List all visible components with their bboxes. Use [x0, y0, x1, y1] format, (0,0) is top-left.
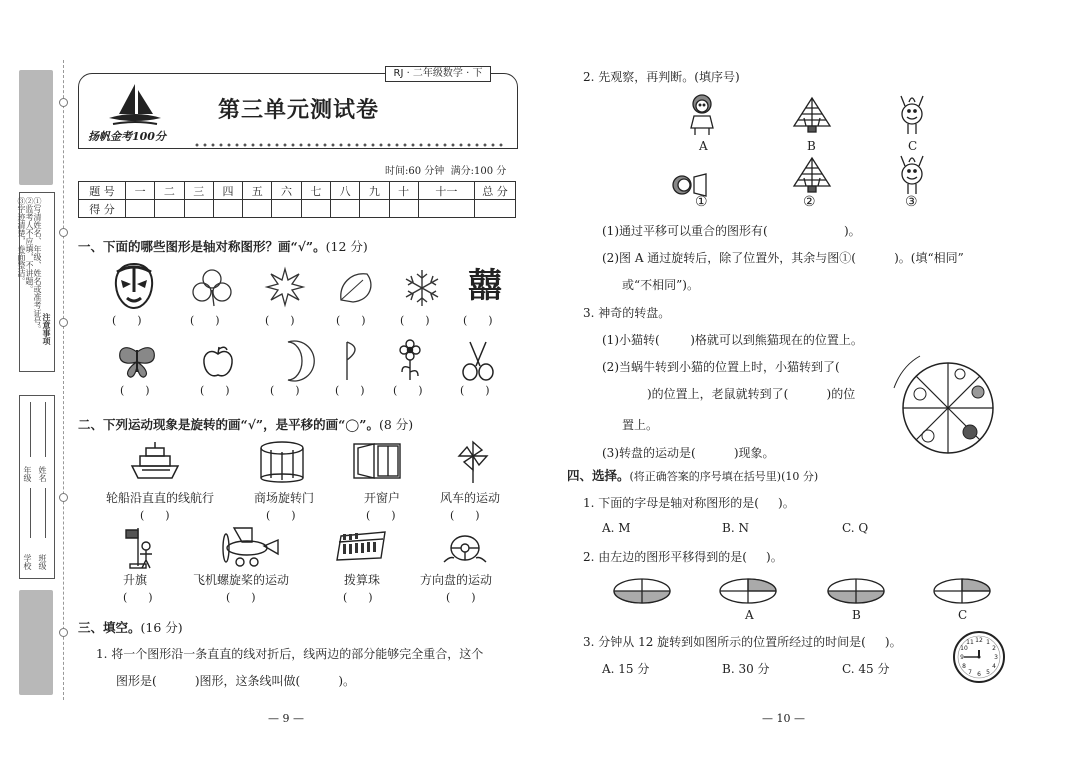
motion-caption: 开窗户	[364, 491, 401, 505]
student-info-box	[19, 395, 55, 579]
score-input[interactable]	[126, 200, 155, 218]
score-cell: 题 号	[79, 182, 126, 200]
score-input[interactable]	[360, 200, 389, 218]
svg-text:11: 11	[966, 639, 974, 646]
sailboat-logo-icon	[105, 80, 165, 130]
brand-label: 扬帆金考100分	[88, 130, 166, 143]
turntable-wheel	[898, 358, 998, 458]
field-grade: 年级	[23, 466, 32, 482]
score-cell: 一	[126, 182, 155, 200]
svg-text:8: 8	[962, 663, 966, 670]
notes-line-1: ①写清姓名、年级、姓名或准考证号。	[33, 197, 42, 333]
s4-q3-opt-b[interactable]: B. 30 分	[722, 662, 770, 676]
s4-q3-opt-c[interactable]: C. 45 分	[842, 662, 890, 676]
ellipse-original-icon	[612, 577, 672, 605]
answer-paren[interactable]: ( )	[140, 509, 170, 522]
doll-rotated-icon	[680, 158, 724, 192]
section3-heading: 三、填空。(16 分)	[78, 620, 183, 635]
smiley-icon	[895, 92, 929, 136]
answer-paren[interactable]: ( )	[393, 384, 423, 397]
score-input[interactable]	[272, 200, 301, 218]
motion-caption: 风车的运动	[440, 491, 501, 505]
notes-line-2: ②监考人不应填，不讲题。	[25, 197, 34, 293]
answer-paren[interactable]: ( )	[120, 384, 150, 397]
clock-icon	[952, 630, 1006, 684]
field-class: 班级	[38, 554, 47, 570]
crescent-moon-icon	[278, 340, 308, 382]
answer-paren[interactable]: ( )	[266, 509, 296, 522]
flower-icon	[396, 338, 424, 382]
field-school: 学校	[23, 554, 32, 570]
answer-paren[interactable]: ( )	[190, 314, 220, 327]
s3-q3-text: 3. 神奇的转盘。	[583, 306, 671, 320]
svg-text:2: 2	[992, 645, 996, 652]
butterfly-icon	[116, 344, 158, 380]
binding-hole	[59, 493, 68, 502]
binding-hole	[59, 98, 68, 107]
page-number-left: — 9 —	[268, 712, 304, 725]
motion-caption: 轮船沿直直的线航行	[106, 491, 215, 505]
answer-paren[interactable]: ( )	[200, 384, 230, 397]
score-cell: 总 分	[475, 182, 516, 200]
page-number-right: — 10 —	[762, 712, 805, 725]
smiley-icon-2	[895, 152, 929, 196]
s3-q1-line2: 图形是( )图形，这条线叫做( )。	[116, 674, 356, 688]
apple-icon	[200, 344, 236, 380]
answer-paren[interactable]: ( )	[366, 509, 396, 522]
shape-label-c: C	[908, 139, 918, 153]
ellipse-option-a-icon	[718, 577, 778, 605]
score-input[interactable]	[475, 200, 516, 218]
flag-raising-icon	[120, 526, 160, 570]
answer-paren[interactable]: ( )	[335, 384, 365, 397]
letter-p-flag-icon	[343, 340, 367, 382]
s4-q2-text: 2. 由左边的图形平移得到的是( )。	[583, 550, 783, 564]
score-cell: 得 分	[79, 200, 126, 218]
shape-label-2: ②	[803, 194, 816, 210]
section4-heading: 四、选择。(将正确答案的序号填在括号里)(10 分)	[567, 468, 819, 483]
shape-label-a: A	[699, 139, 708, 153]
s4-q2-opt-b[interactable]: B	[852, 608, 861, 622]
answer-paren[interactable]: ( )	[270, 384, 300, 397]
section1-heading: 一、下面的哪些图形是轴对称图形？画“√”。(12 分)	[78, 239, 368, 254]
score-cell: 五	[243, 182, 272, 200]
clover-icon	[190, 268, 234, 308]
s3-q3-c: (3)转盘的运动是( )现象。	[602, 446, 775, 460]
svg-text:3: 3	[994, 654, 998, 661]
notes-title: 注意事项	[42, 313, 52, 345]
score-input[interactable]	[330, 200, 359, 218]
svg-text:1: 1	[986, 639, 990, 646]
s4-q1-opt-a[interactable]: A. M	[602, 521, 631, 535]
s3-q3-b2: )的位置上，老鼠就转到了( )的位	[647, 387, 856, 401]
score-input[interactable]	[184, 200, 213, 218]
cut-line	[63, 60, 64, 700]
svg-text:5: 5	[986, 669, 990, 676]
exam-full-score: 满分:100 分	[450, 166, 507, 177]
score-table-header-row	[79, 182, 516, 200]
s3-q2-a: (1)通过平移可以重合的图形有( )。	[602, 224, 861, 238]
revolving-door-icon	[259, 440, 305, 482]
s4-q1-opt-b[interactable]: B. N	[722, 521, 749, 535]
score-input[interactable]	[389, 200, 418, 218]
svg-text:7: 7	[968, 669, 972, 676]
opera-mask-icon	[113, 262, 155, 310]
score-cell: 二	[155, 182, 184, 200]
answer-paren[interactable]: ( )	[463, 314, 493, 327]
binding-strip-bottom	[19, 590, 53, 695]
shape-label-3: ③	[905, 194, 918, 210]
answer-paren[interactable]: ( )	[336, 314, 366, 327]
notes-line-3: ③字迹清楚，卷面整洁。	[17, 197, 26, 285]
score-cell: 九	[360, 182, 389, 200]
answer-paren[interactable]: ( )	[460, 384, 490, 397]
score-cell: 十一	[418, 182, 474, 200]
notes-box	[19, 192, 55, 372]
motion-caption: 升旗	[123, 573, 148, 587]
dotted-rule	[193, 143, 503, 147]
answer-paren[interactable]: ( )	[450, 509, 480, 522]
binding-hole	[59, 318, 68, 327]
score-cell: 六	[272, 182, 301, 200]
score-cell: 十	[389, 182, 418, 200]
ellipse-option-c-icon	[932, 577, 992, 605]
answer-paren[interactable]: ( )	[226, 591, 256, 604]
s3-q1-line1: 1. 将一个图形沿一条直直的线对折后，线两边的部分能够完全重合，这个	[96, 647, 484, 661]
s4-q2-opt-a[interactable]: A	[745, 608, 754, 622]
score-input[interactable]	[301, 200, 330, 218]
star-burst-icon	[266, 268, 304, 306]
field-name: 姓名	[38, 466, 47, 482]
score-table	[78, 181, 516, 218]
motion-caption: 方向盘的运动	[420, 573, 493, 587]
shape-label-b: B	[807, 139, 816, 153]
exam-meta	[385, 162, 506, 177]
grade-tag: RJ · 二年级数学 · 下	[385, 66, 491, 82]
svg-text:4: 4	[992, 663, 996, 670]
s3-q2-b2: 或“不相同”)。	[622, 278, 699, 292]
svg-text:12: 12	[975, 637, 983, 644]
s3-q2-b1: (2)图 A 通过旋转后，除了位置外，其余与图①( )。(填“相同”	[602, 251, 964, 265]
svg-text:10: 10	[960, 645, 968, 652]
motion-caption: 拨算珠	[344, 573, 381, 587]
leaf-icon	[337, 270, 377, 306]
scissors-icon	[460, 340, 496, 382]
propeller-plane-icon	[212, 524, 282, 570]
doll-icon	[685, 92, 719, 136]
s4-q2-opt-c[interactable]: C	[958, 608, 968, 622]
score-input[interactable]	[418, 200, 474, 218]
s4-q3-opt-a[interactable]: A. 15 分	[602, 662, 650, 676]
s3-q2-text: 2. 先观察，再判断。(填序号)	[583, 70, 740, 84]
steering-wheel-icon	[440, 526, 490, 568]
score-cell: 三	[184, 182, 213, 200]
shape-label-1: ①	[695, 194, 708, 210]
snowflake-icon	[402, 268, 442, 308]
answer-paren[interactable]: ( )	[446, 591, 476, 604]
ship-icon	[130, 440, 180, 482]
score-cell: 七	[301, 182, 330, 200]
answer-paren[interactable]: ( )	[123, 591, 153, 604]
s3-q3-b1: (2)当蜗牛转到小猫的位置上时，小猫转到了(	[602, 360, 840, 374]
pinwheel-icon	[456, 440, 490, 484]
score-input[interactable]	[155, 200, 184, 218]
score-input[interactable]	[213, 200, 242, 218]
tree-icon-2	[792, 156, 832, 196]
binding-hole	[59, 228, 68, 237]
score-table-score-row	[79, 200, 516, 218]
section2-heading: 二、下列运动现象是旋转的画“√”，是平移的画“◯”。(8 分)	[78, 417, 414, 432]
answer-paren[interactable]: ( )	[112, 314, 142, 327]
motion-caption: 商场旋转门	[254, 491, 315, 505]
window-icon	[352, 440, 402, 482]
s4-q3-text: 3. 分钟从 12 旋转到如图所示的位置所经过的时间是( )。	[583, 635, 902, 649]
answer-paren[interactable]: ( )	[400, 314, 430, 327]
exam-time: 时间:60 分钟	[385, 166, 445, 177]
binding-hole	[59, 628, 68, 637]
svg-text:9: 9	[960, 654, 964, 661]
score-cell: 八	[330, 182, 359, 200]
s3-q3-b3: 置上。	[622, 418, 659, 432]
motion-caption: 飞机螺旋桨的运动	[193, 573, 290, 587]
double-happiness-char: 囍	[468, 266, 502, 306]
s3-q3-a: (1)小猫转( )格就可以到熊猫现在的位置上。	[602, 333, 863, 347]
score-input[interactable]	[243, 200, 272, 218]
abacus-icon	[335, 530, 387, 562]
page-title: 第三单元测试卷	[218, 97, 380, 123]
answer-paren[interactable]: ( )	[343, 591, 373, 604]
tree-icon	[792, 96, 832, 136]
svg-text:6: 6	[977, 671, 981, 678]
ellipse-option-b-icon	[826, 577, 886, 605]
answer-paren[interactable]: ( )	[265, 314, 295, 327]
score-cell: 四	[213, 182, 242, 200]
s4-q1-opt-c[interactable]: C. Q	[842, 521, 869, 535]
s4-q1-text: 1. 下面的字母是轴对称图形的是( )。	[583, 496, 795, 510]
binding-strip-top	[19, 70, 53, 185]
